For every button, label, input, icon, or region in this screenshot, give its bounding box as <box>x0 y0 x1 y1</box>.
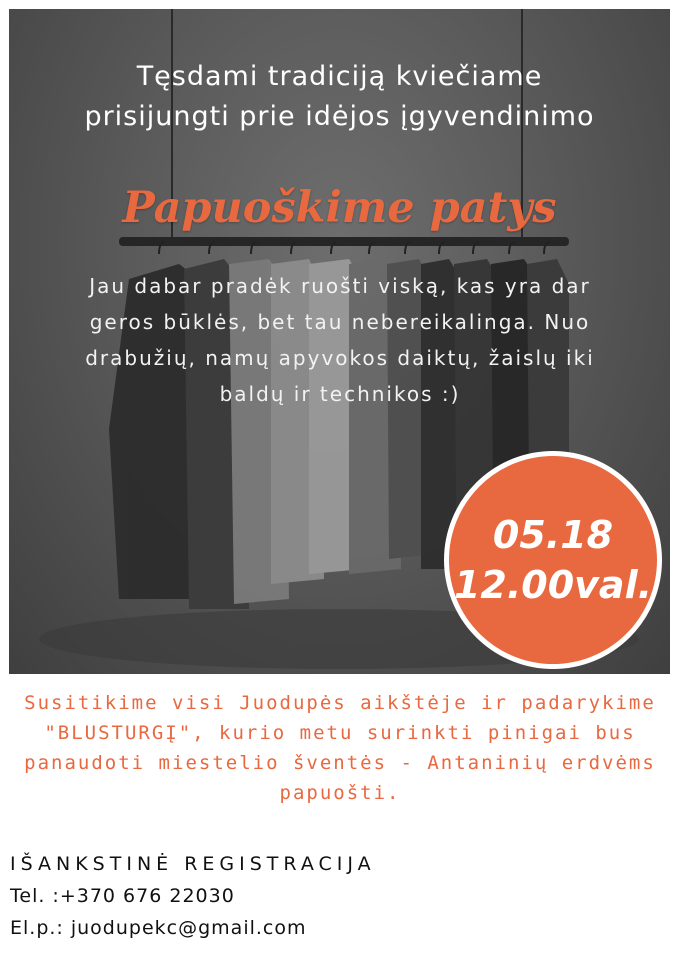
heading <box>0 57 679 137</box>
intro-line-4: baldų ir technikos :) <box>219 382 461 406</box>
registration-phone: Tel. :+370 676 22030 <box>10 885 235 907</box>
meeting-text <box>20 688 660 808</box>
registration-title: IŠANKSTINĖ REGISTRACIJA <box>10 853 376 875</box>
intro-text <box>30 268 650 412</box>
heading-line-2: prisijungti prie idėjos įgyvendinimo <box>84 101 595 132</box>
intro-line-2: geros būklės, bet tau nebereikalinga. Nuo <box>89 310 591 334</box>
intro-line-1: Jau dabar pradėk ruošti viską, kas yra dar <box>89 274 591 298</box>
intro-line-3: drabužių, namų apyvokos daiktų, žaislų iki <box>85 346 595 370</box>
meeting-line-2: "BLUSTURGĮ", kurio metu surinkti pinigai bus <box>44 722 636 744</box>
badge-time: 12.00val. <box>453 563 653 607</box>
event-title: Papuoškime patys <box>122 183 557 233</box>
registration-email: El.p.: juodupekc@gmail.com <box>10 917 307 939</box>
badge-date: 05.18 <box>492 513 614 557</box>
heading-line-1: Tęsdami tradiciją kviečiame <box>136 61 543 92</box>
meeting-line-1: Susitikime visi Juodupės aikštėje ir padarykime <box>24 692 656 714</box>
date-time-badge <box>444 451 662 669</box>
meeting-line-4: papuošti. <box>279 782 401 804</box>
registration-block <box>10 848 376 944</box>
meeting-line-3: panaudoti miestelio šventės - Antaninių erdvėms <box>24 752 656 774</box>
